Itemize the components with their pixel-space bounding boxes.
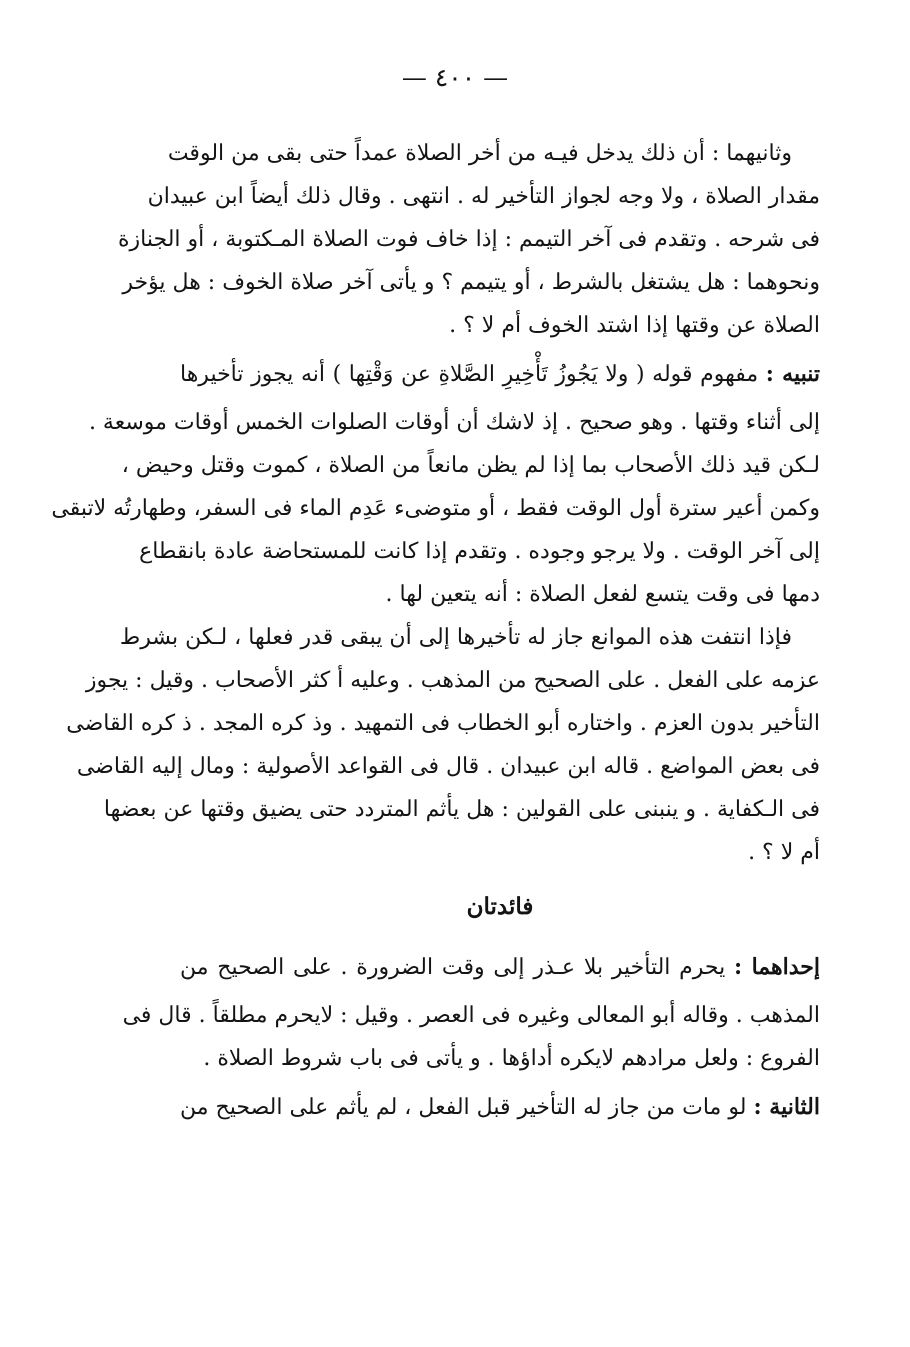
text-line — [180, 347, 820, 401]
line-rest: مفهوم قوله ( ولا يَجُوزُ تَأْخِيرِ الصَّلاةِ عن وَقْتِها ) أنه يجوز تأخيرها — [180, 362, 766, 387]
text-line: فإذا انتفت هذه الموانع جاز له تأخيرها إلى أن يبقى قدر فعلها ، لـكن بشرط — [119, 625, 792, 650]
text-line: ونحوهما : هل يشتغل بالشرط ، أو يتيمم ؟ و يأتى آخر صلاة الخوف : هل يؤخر — [122, 270, 820, 295]
page-number: — ٤٠٠ — — [401, 63, 509, 92]
text-line: الفروع : ولعل مرادهم لايكره أداؤها . و يأتى فى باب شروط الصلاة . — [203, 1046, 820, 1071]
text-line: إلى آخر الوقت . ولا يرجو وجوده . وتقدم إذا كانت للمستحاضة عادة بانقطاع — [139, 539, 820, 564]
text-line: الصلاة عن وقتها إذا اشتد الخوف أم لا ؟ . — [449, 313, 820, 338]
paragraph-3 — [66, 616, 820, 874]
text-line: وكمن أعير سترة أول الوقت فقط ، أو متوضىء عَدِم الماء فى السفر، وطهارتُه لاتبقى — [51, 496, 820, 521]
text-line: التأخير بدون العزم . واختاره أبو الخطاب فى التمهيد . وذ كره المجد . ذ كره القاضى — [66, 711, 820, 736]
paragraph-2 — [51, 347, 820, 616]
line-rest: لو مات من جاز له التأخير قبل الفعل ، لم يأثم على الصحيح من — [180, 1095, 754, 1120]
text-line: أم لا ؟ . — [748, 840, 820, 865]
text-line: دمها فى وقت يتسع لفعل الصلاة : أنه يتعين لها . — [385, 582, 820, 607]
text-line — [180, 940, 820, 994]
text-line: فى بعض المواضع . قاله ابن عبيدان . قال فى القواعد الأصولية : ومال إليه القاضى — [76, 754, 820, 779]
paragraph-1 — [118, 132, 820, 347]
text-line — [180, 1080, 820, 1134]
paragraph-4 — [122, 940, 820, 1080]
text-line: فى الـكفاية . و ينبنى على القولين : هل يأثم المتردد حتى يضيق وقتها عن بعضها — [103, 797, 820, 822]
text-line: إلى أثناء وقتها . وهو صحيح . إذ لاشك أن أوقات الصلوات الخمس أوقات موسعة . — [88, 410, 820, 435]
paragraph-5 — [180, 1080, 820, 1134]
section-heading: فائدتان — [466, 893, 534, 920]
paragraph-lead-word: الثانية : — [753, 1094, 820, 1120]
text-line: عزمه على الفعل . على الصحيح من المذهب . وعليه أ كثر الأصحاب . وقيل : يجوز — [85, 668, 820, 693]
main-text — [51, 132, 820, 1134]
paragraph-lead-word: إحداهما : — [734, 954, 820, 980]
paragraph-lead-word: تنبيه : — [765, 361, 820, 387]
text-line: وثانيهما : أن ذلك يدخل فيـه من أخر الصلاة عمداً حتى بقى من الوقت — [167, 141, 792, 166]
text-line: المذهب . وقاله أبو المعالى وغيره فى العصر . وقيل : لايحرم مطلقاً . قال فى — [122, 1003, 820, 1028]
text-line: فى شرحه . وتقدم فى آخر التيمم : إذا خاف فوت الصلاة المـكتوبة ، أو الجنازة — [118, 227, 820, 252]
text-line: لـكن قيد ذلك الأصحاب بما إذا لم يظن مانعاً من الصلاة ، كموت وقتل وحيض ، — [121, 453, 820, 478]
line-rest: يحرم التأخير بلا عـذر إلى وقت الضرورة . على الصحيح من — [180, 955, 735, 980]
text-line: مقدار الصلاة ، ولا وجه لجواز التأخير له . انتهى . وقال ذلك أيضاً ابن عبيدان — [147, 184, 820, 209]
